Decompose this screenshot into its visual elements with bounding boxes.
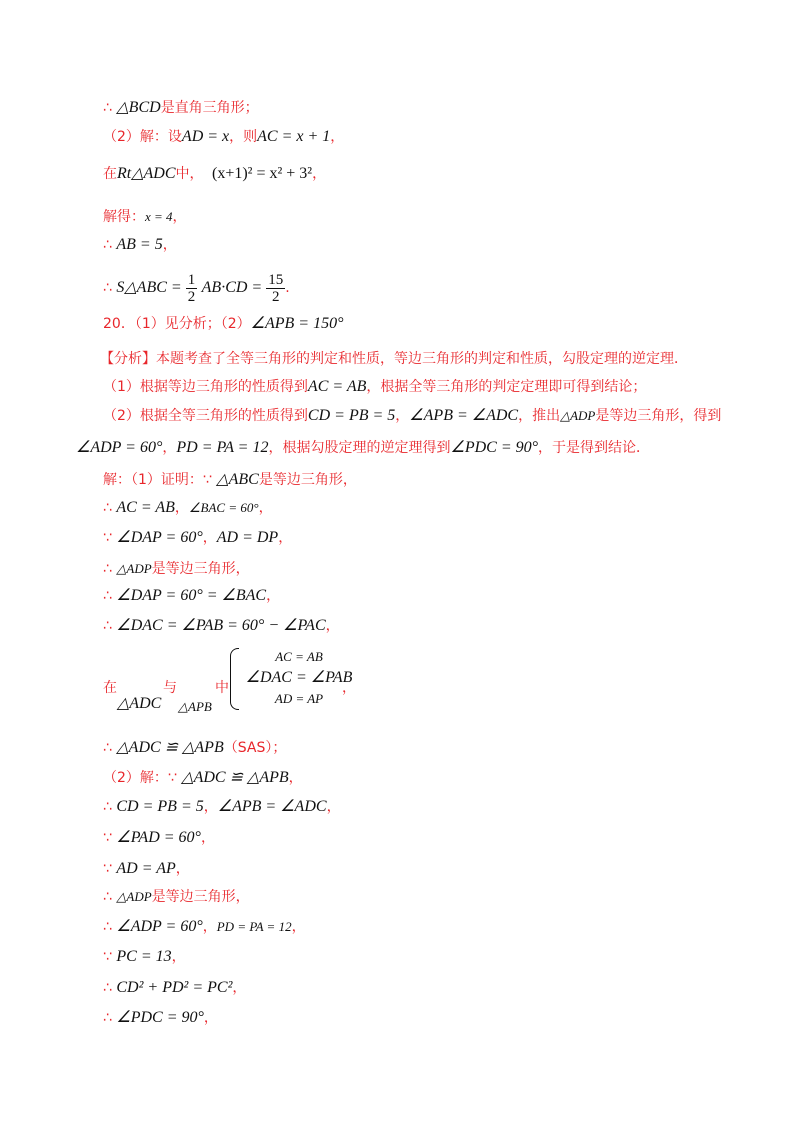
therefore-symbol: ∴ (103, 237, 112, 253)
math-expr: ∠DAP = 60° = ∠BAC (116, 587, 267, 604)
text: 是直角三角形； (160, 100, 259, 116)
equation-row: AD = AP (274, 691, 324, 706)
text: 是等边三角形， (151, 561, 250, 577)
because-symbol: ∵ (167, 770, 177, 786)
math-expr: PC = 13 (116, 948, 172, 965)
math-expr: ∠ADP = 60° (76, 439, 163, 456)
math-expr: AD = AP (116, 860, 176, 877)
therefore-symbol: ∴ (103, 588, 112, 604)
text: ，于是得到结论． (538, 440, 651, 456)
math-expr: AC = x + 1 (257, 128, 331, 145)
text: 20．（1）见分析；（2） (103, 316, 251, 332)
numerator: 1 (187, 271, 196, 288)
line-6 (103, 270, 290, 306)
text: 是等边三角形，得到 (595, 408, 722, 424)
line-12 (103, 470, 357, 490)
therefore-symbol: ∴ (103, 618, 112, 634)
equation-system (230, 648, 353, 708)
math-expr: AC = AB (116, 499, 175, 516)
line-24 (103, 887, 250, 907)
text: ， (325, 618, 340, 634)
line-9 (103, 377, 646, 397)
denominator: 2 (271, 288, 280, 305)
text: 在 (103, 166, 117, 182)
text: 中 (215, 680, 229, 696)
therefore-symbol: ∴ (103, 561, 112, 577)
line-19 (103, 738, 286, 758)
text: ， (175, 861, 190, 877)
line-18-comma (342, 678, 356, 698)
line-7 (103, 314, 344, 334)
equation-row: ∠DAC = ∠PAB (245, 669, 353, 686)
fraction-fifteen-halves (266, 272, 285, 305)
because-symbol: ∵ (103, 949, 112, 965)
math-expr: AD = DP (216, 529, 279, 546)
therefore-symbol: ∴ (103, 799, 112, 815)
line-3 (103, 164, 326, 184)
equation-row: AC = AB (275, 649, 323, 664)
text: ， (202, 530, 217, 546)
math-expr: AB = 5 (116, 236, 163, 253)
math-expr: △APB (178, 699, 212, 714)
math-expr: CD² + PD² = PC² (116, 979, 233, 996)
math-expr: S△ABC = (116, 279, 186, 296)
line-8-analysis (100, 349, 688, 369)
because-symbol: ∵ (202, 472, 212, 488)
math-expr: ∠APB = 150° (250, 315, 344, 332)
text: ，则 (229, 129, 258, 145)
fraction-one-half (186, 272, 198, 305)
math-expr: AC = AB (307, 378, 367, 395)
text: 是等边三角形， (151, 889, 250, 905)
line-10 (103, 406, 721, 426)
math-expr: AD = x (181, 128, 230, 145)
line-26 (103, 947, 186, 967)
line-4 (103, 207, 187, 227)
line-20 (103, 768, 303, 788)
math-expr: △ADC ≌ △APB (181, 769, 289, 786)
line-27 (103, 978, 246, 998)
line-15 (103, 559, 250, 579)
line-11 (76, 438, 650, 458)
triangle-apb-label (178, 697, 212, 717)
line-5 (103, 235, 177, 255)
therefore-symbol: ∴ (103, 500, 112, 516)
because-symbol: ∵ (103, 530, 112, 546)
text: ， (162, 440, 177, 456)
math-expr: △BCD (116, 99, 161, 116)
text: ，根据全等三角形的判定定理即可得到结论； (366, 379, 647, 395)
text: 【分析】本题考查了全等三角形的判定和性质，等边三角形的判定和性质，勾股定理的逆定理． (100, 351, 688, 367)
text: ， (330, 129, 345, 145)
line-23 (103, 859, 190, 879)
math-expr: ∠APB = ∠ADC (217, 798, 327, 815)
text: ， (291, 919, 306, 935)
text: ， (162, 237, 177, 253)
text: ， (200, 830, 215, 846)
math-expr: ∠DAC = ∠PAB = 60° − ∠PAC (116, 617, 326, 634)
math-expr: (x+1)² = x² + 3² (211, 165, 313, 182)
text: ， (342, 680, 356, 696)
text: 在 (103, 680, 117, 696)
line-18-and (163, 678, 177, 698)
text: （2）根据全等三角形的性质得到 (103, 408, 308, 424)
math-expr: Rt△ADC (117, 165, 176, 182)
math-expr: PD = PA = 12 (216, 919, 292, 934)
text: 中， (175, 166, 204, 182)
text: （2）解：设 (103, 129, 182, 145)
math-expr: ∠BAC = 60° (188, 500, 259, 515)
text: ， (171, 949, 186, 965)
text: ，根据勾股定理的逆定理得到 (268, 440, 451, 456)
therefore-symbol: ∴ (103, 280, 112, 296)
numerator: 15 (268, 271, 284, 288)
because-symbol: ∵ (103, 861, 112, 877)
text: ， (266, 588, 281, 604)
denominator: 2 (187, 288, 196, 305)
text: ， (258, 500, 273, 516)
line-18-in (103, 678, 117, 698)
text: ， (202, 919, 217, 935)
text: （2）解： (103, 770, 168, 786)
math-expr: △ADP (560, 408, 596, 423)
math-expr: ∠PDC = 90° (450, 439, 539, 456)
text: （SAS）； (223, 740, 287, 756)
math-expr: CD = PB = 5 (307, 407, 396, 424)
math-expr: ∠PAD = 60° (116, 829, 201, 846)
math-expr: PD = PA = 12 (176, 439, 269, 456)
line-17 (103, 616, 340, 636)
math-expr: AB·CD = (201, 279, 267, 296)
because-symbol: ∵ (103, 830, 112, 846)
left-brace (230, 648, 239, 710)
triangle-adc-label (117, 694, 161, 714)
math-expr: ∠PDC = 90° (116, 1009, 204, 1026)
line-21 (103, 797, 341, 817)
text: ， (326, 799, 341, 815)
math-expr: △ADC ≌ △APB (116, 739, 224, 756)
therefore-symbol: ∴ (103, 1010, 112, 1026)
therefore-symbol: ∴ (103, 919, 112, 935)
text: . (285, 280, 290, 296)
math-expr: CD = PB = 5 (116, 798, 204, 815)
math-expr: △ADP (116, 561, 152, 576)
line-14 (103, 528, 292, 548)
text: 解：（1）证明： (103, 472, 203, 488)
line-16 (103, 586, 280, 606)
text: ， (203, 799, 218, 815)
text: ， (203, 1010, 218, 1026)
math-expr: △ABC (216, 471, 259, 488)
text: ， (278, 530, 293, 546)
text: （1）根据等边三角形的性质得到 (103, 379, 308, 395)
text: ， (395, 408, 410, 424)
math-expr: x = 4 (145, 209, 173, 224)
math-expr: ∠DAP = 60° (116, 529, 203, 546)
line-28 (103, 1008, 218, 1028)
text: ， (288, 770, 303, 786)
math-expr: △ADC (117, 695, 162, 712)
text: 解得： (103, 209, 145, 225)
line-1 (103, 98, 259, 118)
text: 是等边三角形， (258, 472, 357, 488)
line-13 (103, 498, 273, 518)
math-expr: △ADP (116, 889, 152, 904)
math-expr: ∠ADP = 60° (116, 918, 203, 935)
text: ，推出 (518, 408, 561, 424)
text: ， (312, 166, 327, 182)
therefore-symbol: ∴ (103, 740, 112, 756)
text: ， (174, 500, 189, 516)
therefore-symbol: ∴ (103, 889, 112, 905)
therefore-symbol: ∴ (103, 100, 112, 116)
line-25 (103, 917, 306, 937)
text: ， (172, 209, 187, 225)
text: ， (232, 980, 247, 996)
math-expr: ∠APB = ∠ADC (409, 407, 519, 424)
therefore-symbol: ∴ (103, 980, 112, 996)
line-2 (103, 127, 344, 147)
text: 与 (163, 680, 177, 696)
line-22 (103, 828, 215, 848)
line-18-middle (215, 678, 229, 698)
